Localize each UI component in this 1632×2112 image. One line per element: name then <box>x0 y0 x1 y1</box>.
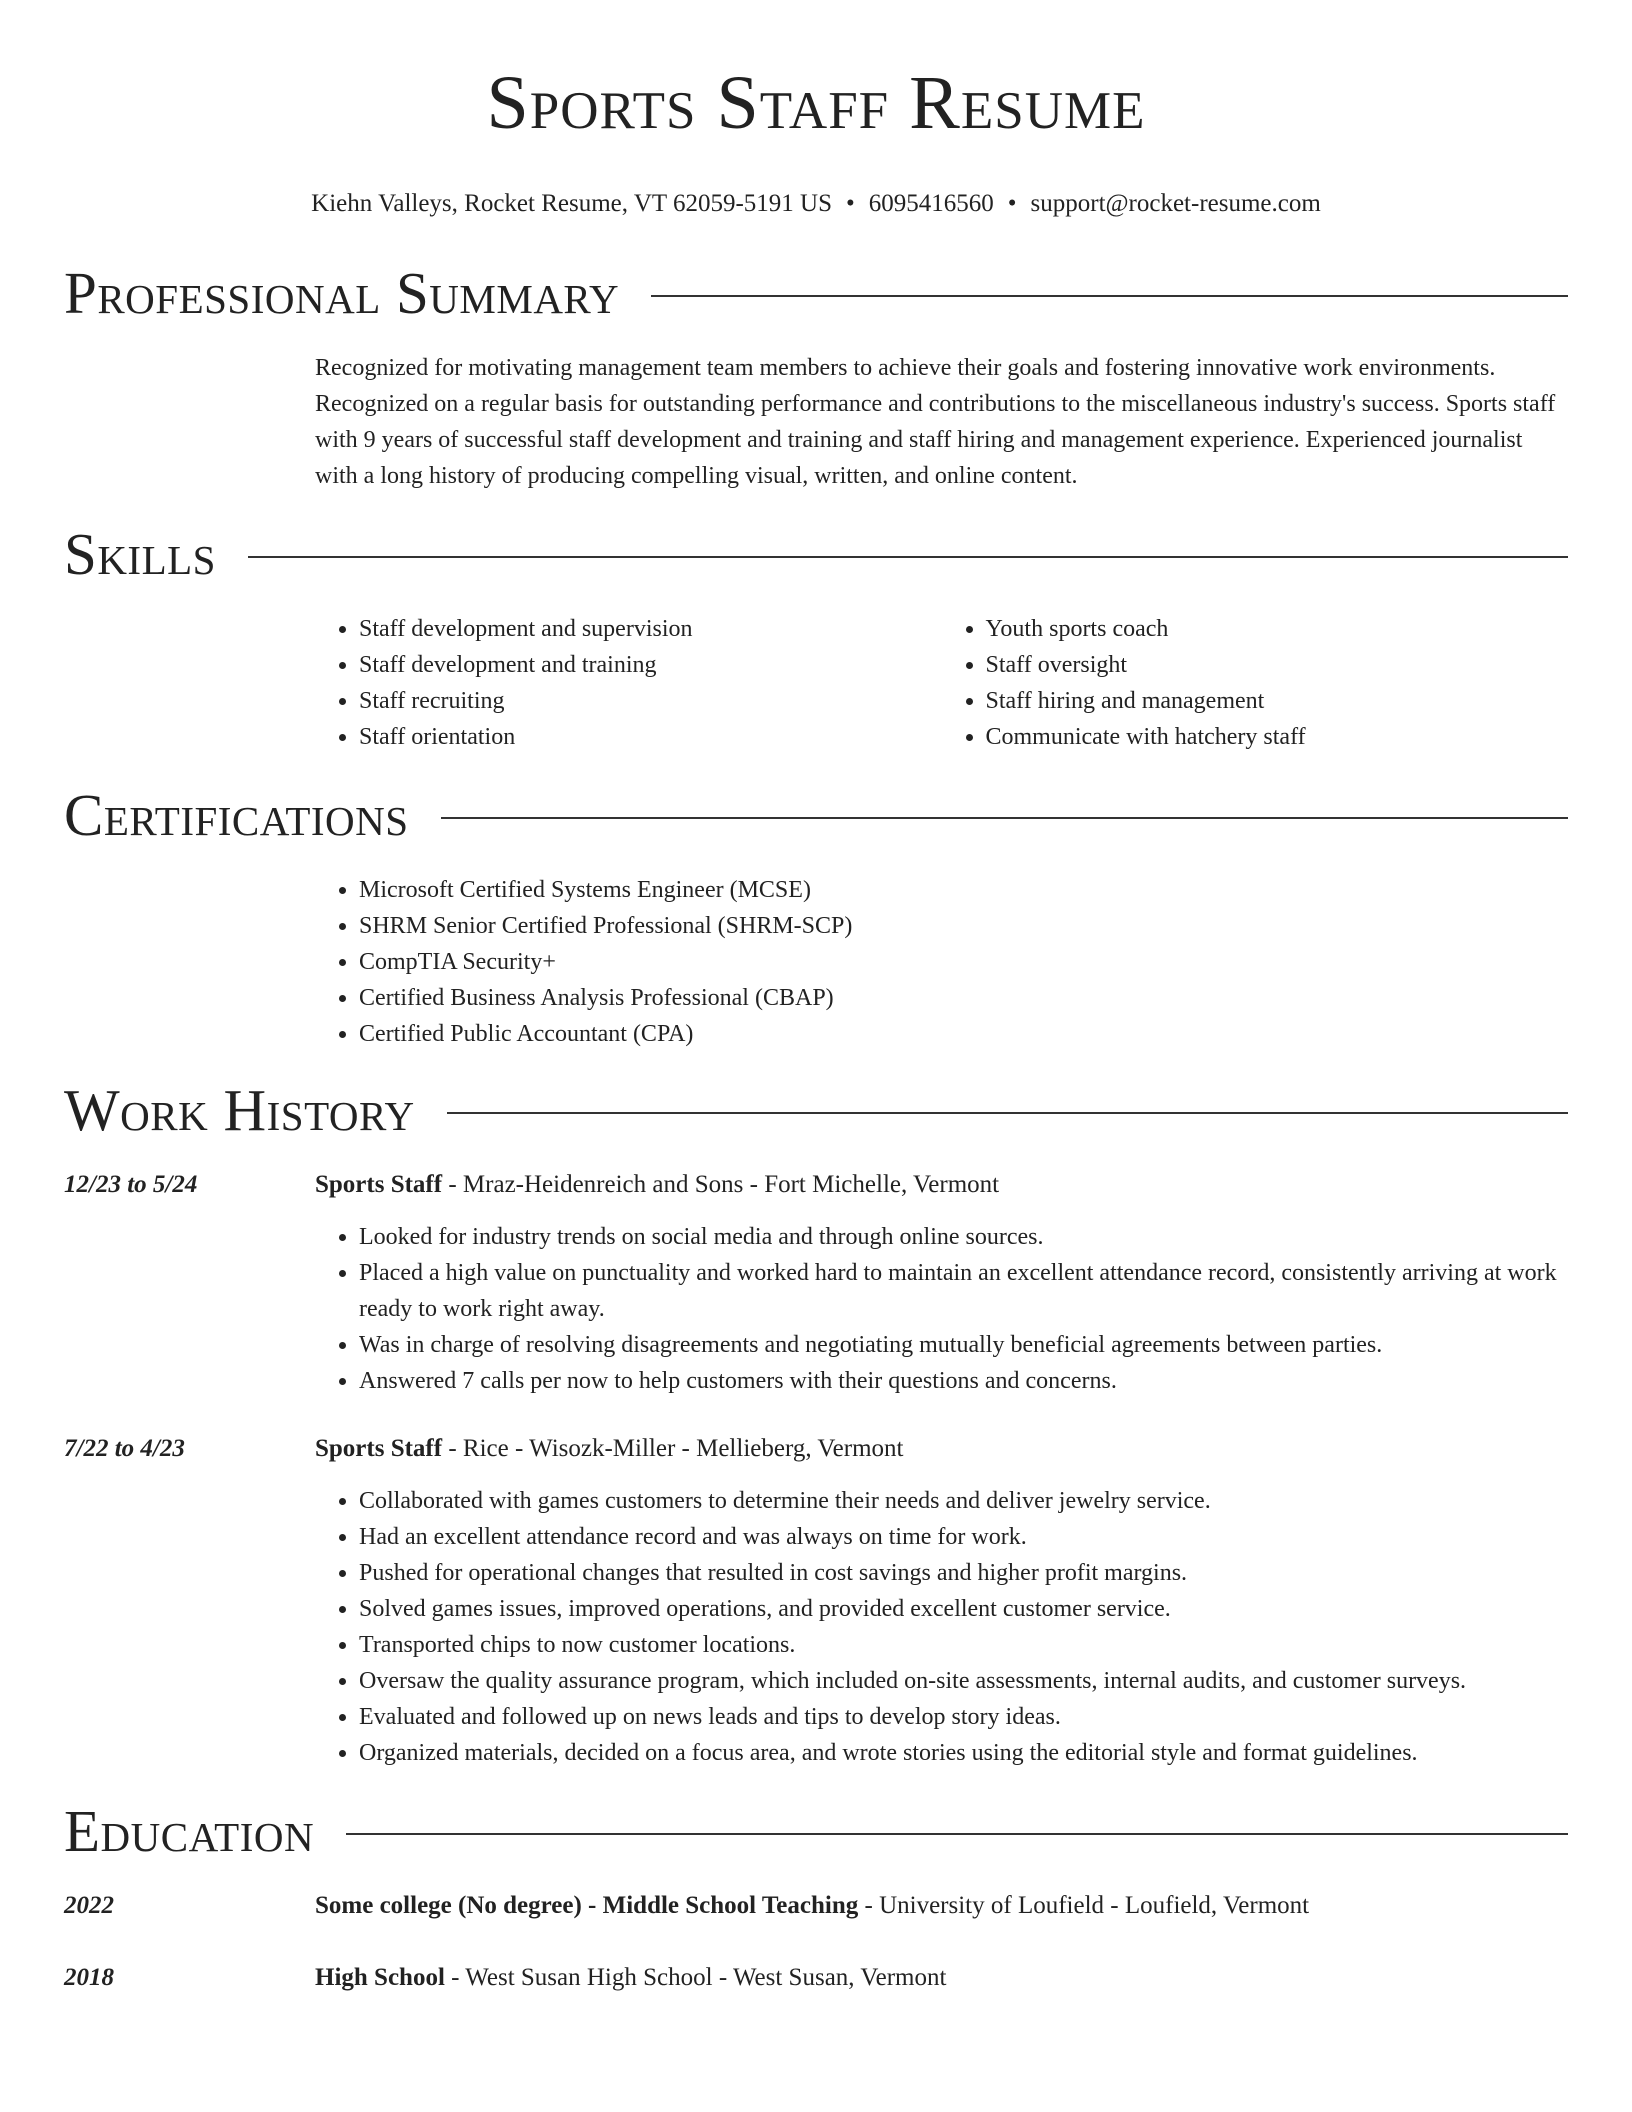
education-heading: Education <box>64 1798 315 1864</box>
email: support@rocket-resume.com <box>1030 190 1321 217</box>
certifications-list <box>315 872 1568 1052</box>
contact-line <box>64 188 1568 220</box>
job-bullet: • Solved games issues, improved operations, and provided excellent customer service. <box>359 1591 1568 1627</box>
certifications-body <box>315 872 1568 1052</box>
job-dates: 7/22 to 4/23 <box>64 1435 185 1462</box>
job-bullet: • Collaborated with games customers to determine their needs and deliver jewelry service. <box>359 1483 1568 1519</box>
section-divider <box>441 817 1568 819</box>
job-bullet: • Looked for industry trends on social media and through online sources. <box>359 1219 1568 1255</box>
job-entry <box>64 1167 1568 1203</box>
work-heading-row <box>64 1075 1568 1145</box>
job-bullet: • Organized materials, decided on a focus area, and wrote stories using the editorial style and format guidelines. <box>359 1735 1568 1771</box>
job-bullet: • Had an excellent attendance record and was always on time for work. <box>359 1519 1568 1555</box>
job-title: Sports Staff <box>315 1435 443 1462</box>
separator: • <box>845 190 855 217</box>
education-school: - West Susan High School - West Susan, Vermont <box>444 1964 947 1991</box>
education-school: - University of Loufield - Loufield, Vermont <box>858 1892 1310 1919</box>
job-bullet: • Pushed for operational changes that resulted in cost savings and higher profit margins. <box>359 1555 1568 1591</box>
job-bullet: • Was in charge of resolving disagreements and negotiating mutually beneficial agreements between parties. <box>359 1327 1568 1363</box>
summary-text: Recognized for motivating management team members to achieve their goals and fostering innovative work environments. Recognized on a regular basis for outstanding performance and contributions to the miscellaneous industry's success. Sports staff with 9 years of successful staff development and training and staff hiring and management experience. Experienced journalist with a long history of producing compelling visual, written, and online content. <box>315 355 1556 489</box>
section-divider <box>651 295 1568 297</box>
skills-heading: Skills <box>64 521 216 587</box>
skill-item: • Staff development and training <box>359 647 942 683</box>
skill-item: • Staff recruiting <box>359 683 942 719</box>
job-title-line <box>315 1431 903 1467</box>
education-heading-row <box>64 1796 1568 1866</box>
section-divider <box>346 1833 1568 1835</box>
skill-item: • Staff hiring and management <box>986 683 1569 719</box>
address: Kiehn Valleys, Rocket Resume, VT 62059-5191 US <box>311 190 832 217</box>
skill-item: • Staff orientation <box>359 719 942 755</box>
job-title-line <box>315 1167 999 1203</box>
certification-item: • Certified Business Analysis Professional (CBAP) <box>359 980 1568 1016</box>
job-dates: 12/23 to 5/24 <box>64 1171 198 1198</box>
education-degree: Some college (No degree) - Middle School Teaching <box>315 1892 859 1919</box>
job-entry <box>64 1431 1568 1467</box>
work-heading: Work History <box>64 1077 415 1143</box>
education-year: 2018 <box>64 1964 114 1991</box>
job-bullet: • Placed a high value on punctuality and worked hard to maintain an excellent attendance record, consistently arriving at work ready to work right away. <box>359 1255 1568 1327</box>
certification-item: • Microsoft Certified Systems Engineer (MCSE) <box>359 872 1568 908</box>
certifications-heading: Certifications <box>64 782 409 848</box>
summary-heading: Professional Summary <box>64 260 620 326</box>
education-entry <box>64 1960 1568 1996</box>
summary-heading-row <box>64 258 1568 328</box>
certifications-heading-row <box>64 780 1568 850</box>
section-divider <box>447 1112 1568 1114</box>
job-bullet-list <box>315 1219 1568 1399</box>
skill-item: • Staff development and supervision <box>359 611 942 647</box>
job-employer: - Rice - Wisozk-Miller - Mellieberg, Vermont <box>442 1435 904 1462</box>
education-degree: High School <box>315 1964 445 1991</box>
skills-column-right <box>942 611 1569 755</box>
skill-item: • Staff oversight <box>986 647 1569 683</box>
resume-title: Sports Staff Resume <box>486 61 1146 145</box>
phone: 6095416560 <box>868 190 994 217</box>
job-bullet: • Evaluated and followed up on news leads and tips to develop story ideas. <box>359 1699 1568 1735</box>
skill-item: • Youth sports coach <box>986 611 1569 647</box>
job-bullet: • Answered 7 calls per now to help customers with their questions and concerns. <box>359 1363 1568 1399</box>
skills-heading-row <box>64 519 1568 589</box>
education-year: 2022 <box>64 1892 114 1919</box>
job-bullet-list <box>315 1483 1568 1771</box>
job-bullet: • Transported chips to now customer locations. <box>359 1627 1568 1663</box>
job-employer: - Mraz-Heidenreich and Sons - Fort Michelle, Vermont <box>442 1171 1000 1198</box>
skills-column-left <box>315 611 942 755</box>
education-entry <box>64 1888 1568 1924</box>
job-duties <box>315 1483 1568 1771</box>
education-line <box>315 1960 946 1996</box>
section-divider <box>248 556 1568 558</box>
certification-item: • Certified Public Accountant (CPA) <box>359 1016 1568 1052</box>
separator: • <box>1007 190 1017 217</box>
summary-body <box>315 350 1568 494</box>
certification-item: • CompTIA Security+ <box>359 944 1568 980</box>
education-line <box>315 1888 1309 1924</box>
certification-item: • SHRM Senior Certified Professional (SHRM-SCP) <box>359 908 1568 944</box>
job-bullet: • Oversaw the quality assurance program, which included on-site assessments, internal audits, and customer surveys. <box>359 1663 1568 1699</box>
skill-item: • Communicate with hatchery staff <box>986 719 1569 755</box>
job-duties <box>315 1219 1568 1399</box>
skills-list <box>315 611 1568 755</box>
job-title: Sports Staff <box>315 1171 443 1198</box>
